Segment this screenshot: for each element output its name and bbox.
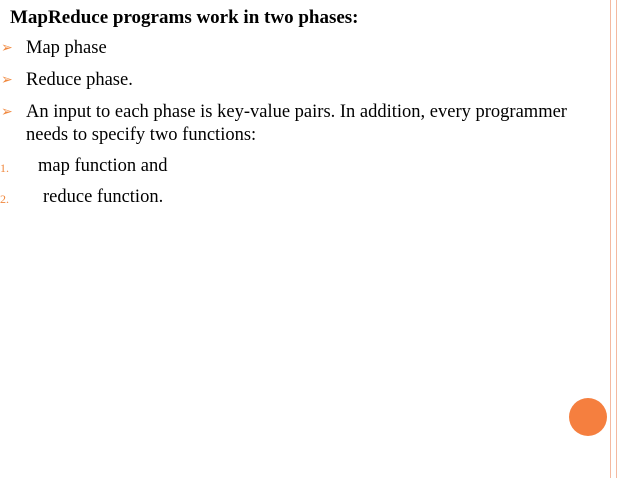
numbered-text: reduce function.: [43, 187, 164, 207]
decorative-rule-right: [616, 0, 617, 478]
decorative-rule-left: [610, 0, 611, 478]
numbered-item-reduce-function: [0, 186, 163, 209]
slide-title: MapReduce programs work in two phases:: [10, 7, 359, 28]
bullet-text: Reduce phase.: [26, 70, 133, 90]
number-marker: 2.: [0, 192, 9, 206]
decorative-circle: [569, 398, 607, 436]
bullet-text: Map phase: [26, 38, 107, 58]
number-marker: 1.: [0, 161, 9, 175]
arrow-bullet-icon: ➢: [1, 105, 13, 120]
arrow-bullet-icon: ➢: [1, 41, 13, 56]
bullet-item-reduce-phase: [0, 69, 590, 92]
arrow-bullet-icon: ➢: [1, 73, 13, 88]
bullet-item-input-description: [0, 101, 590, 147]
bullet-item-map-phase: [0, 37, 590, 60]
numbered-text: map function and: [38, 156, 168, 176]
bullet-text: An input to each phase is key-value pairs. In addition, every programmer needs to specify two functions:: [26, 102, 567, 145]
numbered-item-map-function: [0, 155, 167, 178]
